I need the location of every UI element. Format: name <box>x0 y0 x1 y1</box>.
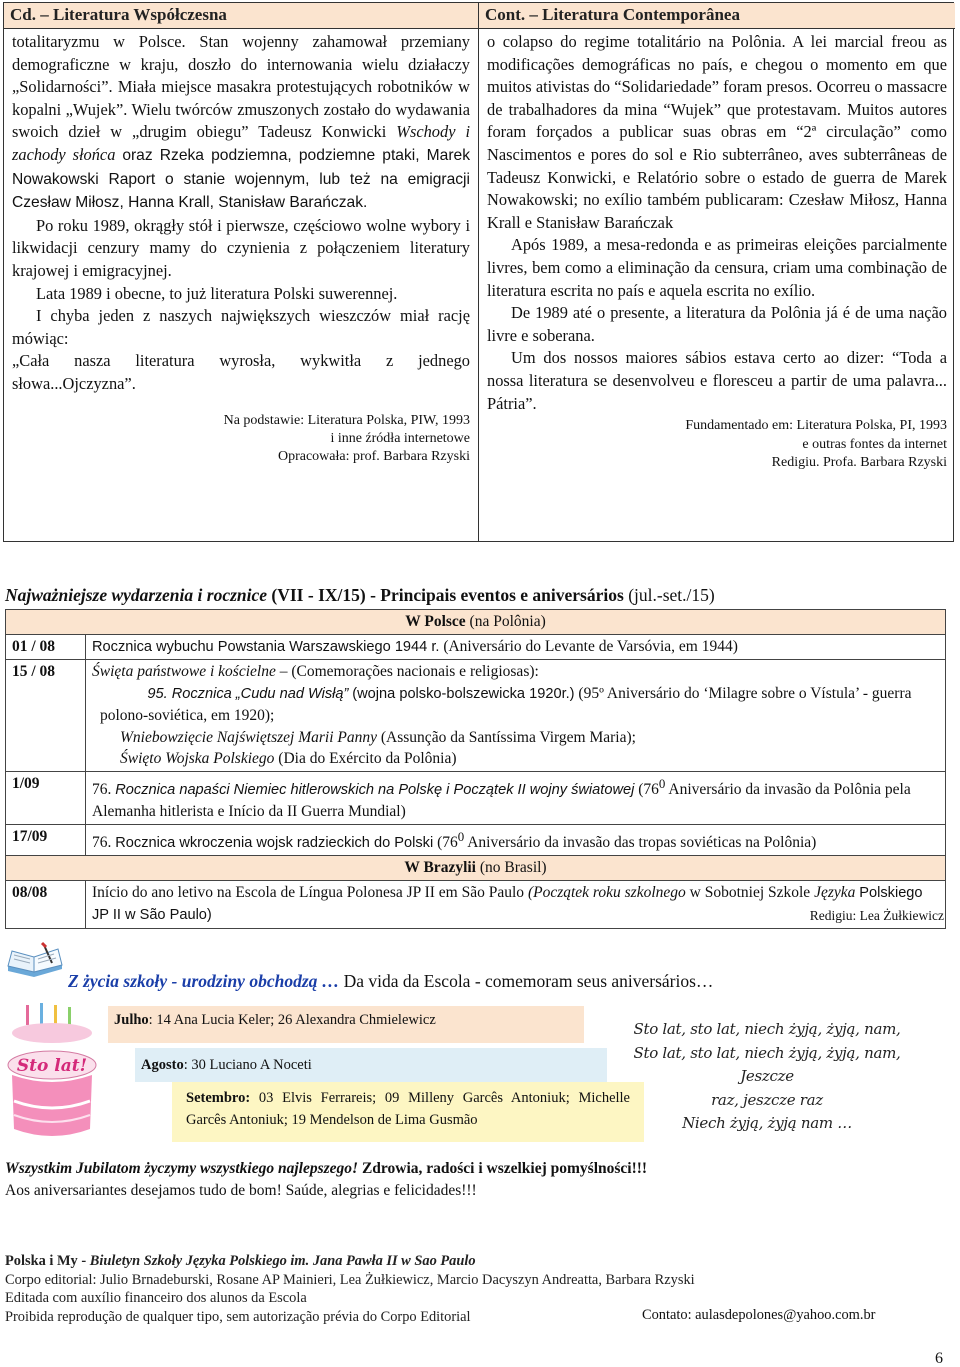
table-row <box>6 634 946 660</box>
birthdays-heading <box>68 971 713 992</box>
section-poland-pt: (na Polônia) <box>469 613 546 630</box>
birthday-box-september <box>172 1082 644 1142</box>
section-brazil-pt: (no Brasil) <box>479 859 547 877</box>
september-names: 03 Elvis Ferrareis; 09 Milleny Garcês Antoniuk; Michelle Garcês Antoniuk; 19 Mendelson de Lima Gusmão <box>186 1090 630 1128</box>
event-text-pl: Rocznica wybuchu Powstania Warszawskiego 1944 r. <box>92 638 440 655</box>
event-sup: 0 <box>658 775 666 791</box>
august-label: Agosto <box>141 1057 184 1073</box>
event-text-pl4: Polskiego JP II w São Paulo) <box>92 884 923 924</box>
event-text-pl3: Języka <box>814 883 856 901</box>
event-num: 76. <box>92 780 112 798</box>
polish-source <box>12 412 470 466</box>
portuguese-source-line-3: Redigiu. Profa. Barbara Rzyski <box>771 455 947 471</box>
song-line: Niech żyją, żyją nam … <box>682 1114 852 1132</box>
polish-source-line-1: Na podstawie: Literatura Polska, PIW, 1993 <box>223 412 470 428</box>
sto-lat-text: Sto lat! <box>16 1056 88 1076</box>
event-date: 15 / 08 <box>6 660 86 772</box>
events-heading <box>5 585 955 606</box>
open-book-icon <box>4 941 66 981</box>
page-number: 6 <box>935 1350 943 1367</box>
birthday-box-july <box>108 1006 584 1043</box>
july-label: Julho <box>114 1012 149 1028</box>
song-line: Sto lat, sto lat, niech żyją, żyją, nam, <box>633 1020 901 1038</box>
event-text-pl: Rocznica wkroczenia wojsk radzieckich do Polski <box>115 834 434 851</box>
event-line-1-mid: (wojna polsko-bolszewicka 1920r.) <box>352 685 575 702</box>
wishes-pl2: Zdrowia, radości i wszelkiej pomyślności!!! <box>361 1160 648 1177</box>
event-num: 76. <box>92 833 112 851</box>
wishes-pl: Wszystkim Jubilatom życzymy wszystkiego najlepszego! <box>5 1160 359 1177</box>
birthday-cake-icon <box>4 1003 100 1149</box>
portuguese-column-header: Cont. – Literatura Contemporânea <box>479 3 955 29</box>
section-row-poland <box>6 610 946 635</box>
footer-bulletin-title: Biuletyn Szkoły Języka Polskiego im. Jana Pawła II w Sao Paulo <box>89 1253 476 1269</box>
footer-funding: Editada com auxílio financeiro dos alunos da Escola <box>5 1290 307 1306</box>
section-brazil-label: W Brazylii <box>404 859 476 877</box>
literature-table <box>3 2 954 542</box>
events-heading-range: (VII - IX/15) - <box>271 585 376 605</box>
birthday-box-august <box>135 1048 607 1082</box>
event-text-pt2: Aniversário da invasão das tropas soviéticas na Polônia) <box>467 833 817 851</box>
july-names: : 14 Ana Lucia Keler; 26 Alexandra Chmielewicz <box>148 1012 436 1028</box>
event-date: 17/09 <box>6 824 86 856</box>
polish-source-line-2: i inne źródła internetowe <box>330 430 470 446</box>
events-table <box>5 609 946 929</box>
polish-paragraph-3: Lata 1989 i obecne, to już literatura Polski suwerennej. <box>36 283 398 303</box>
event-text-pl: (Początek roku szkolnego <box>527 883 686 901</box>
footer-copyright: Proibida reprodução de qualquer tipo, sem autorização prévia do Corpo Editorial <box>5 1308 471 1325</box>
event-line-2-pt: (Assunção da Santíssima Virgem Maria); <box>380 728 636 746</box>
portuguese-paragraph-3: De 1989 até o presente, a literatura da Polônia já é de uma nação livre e soberana. <box>487 303 947 345</box>
event-date: 01 / 08 <box>6 634 86 660</box>
portuguese-column <box>479 3 955 541</box>
footer-contact: Contato: aulasdepolones@yahoo.com.br <box>642 1307 876 1323</box>
table-row <box>6 660 946 772</box>
polish-paragraph-1: totalitaryzmu w Polsce. Stan wojenny zahamował przemiany demograficzne w kraju, doszło do internowania wielu działaczy „Solidarności”. Miała miejsce masakra protestujących robotników w kopalni „Wujek”. Wielu twórców zmuszonych zostało do wydawania swoich dzieł w „drugim obiegu” Tadeusz Konwicki <box>12 32 470 142</box>
table-row <box>6 771 946 824</box>
event-sup: 0 <box>457 828 465 844</box>
song-line: raz, jeszcze raz <box>711 1090 823 1109</box>
polish-title-italic: Wschody i zachody słońca <box>12 122 470 164</box>
footer-editorial-board: Corpo editorial: Julio Brnadeburski, Rosane AP Mainieri, Lea Żułkiewicz, Marcio Dacyszyn Andreatta, Barbara Rzyski <box>5 1271 695 1288</box>
polish-quote: „Cała nasza literatura wyrosła, wykwitła z jednego słowa...Ojczyzna”. <box>12 351 470 393</box>
event-head-pl: Święta państwowe i kościelne <box>92 663 276 680</box>
table-row <box>6 824 946 856</box>
events-heading-pl: Najważniejsze wydarzenia i rocznice <box>5 585 268 605</box>
portuguese-source-line-1: Fundamentado em: Literatura Polska, PI, 1993 <box>685 418 947 434</box>
sto-lat-song <box>622 1018 912 1136</box>
polish-source-line-3: Opracowała: prof. Barbara Rzyski <box>277 448 470 464</box>
footer-publication: Polska i My - <box>5 1253 87 1269</box>
event-text-pl2: w Sobotniej Szkole <box>689 883 811 901</box>
wishes-pt: Aos aniversariantes desejamos tudo de bom! Saúde, alegrias e felicidades!!! <box>5 1181 477 1199</box>
event-line-1-pl: 95. Rocznica „Cudu nad Wisłą” <box>147 685 349 702</box>
event-text-pt: Início do ano letivo na Escola de Língua Polonesa JP II em São Paulo <box>92 883 525 901</box>
polish-column-header: Cd. – Literatura Współczesna <box>4 3 478 29</box>
event-text-pt: (76 <box>437 833 458 851</box>
event-text-pt: (76 <box>638 780 659 798</box>
event-line-1-pt: (95º Aniversário do ‘Milagre sobre o Vístula’ - guerra polono-soviética, em 1920); <box>100 684 912 724</box>
event-line-1 <box>100 685 912 725</box>
events-heading-pt2: (jul.-set./15) <box>628 585 715 605</box>
portuguese-paragraph-1: o colapso do regime totalitário na Polônia. A lei marcial freou as modificações demográficas no país, e chegou o momento em que muitos ativistas do “Solidariedade” foram presos. Ocorreu o massacre de trabalhadores da mina “Wujek” que protestavam. Muitos autores foram forçados a publicar suas obras em “2ª circulação” como Nascimentos e pores do sol e Rio subterrâneo, aves subterrâneas de Tadeusz Konwicki, e Relatório sobre o estado de guerra de Marek Nowakowski; no exílio também publicaram: Czesław Miłosz, Hanna Krall e Stanisław Barańczak <box>487 32 947 232</box>
birthday-wishes <box>5 1158 647 1201</box>
song-line: Sto lat, sto lat, niech żyją, żyją, nam, Jeszcze <box>633 1043 901 1085</box>
september-label: Setembro: <box>186 1090 251 1106</box>
polish-paragraph-1b: oraz Rzeka podziemna, podziemne ptaki, Marek Nowakowski Raport o stanie wojennym, lub też na emigracji Czesław Miłosz, Hanna Krall, Stanisław Barańczak. <box>12 146 470 212</box>
event-text-pl: Rocznica napaści Niemiec hitlerowskich na Polskę i Początek II wojny światowej <box>115 781 635 798</box>
event-line-3-pl: Święto Wojska Polskiego <box>120 750 275 767</box>
polish-column-body <box>4 29 478 466</box>
event-date: 08/08 <box>6 880 86 928</box>
event-head-pt: – (Comemorações nacionais e religiosas): <box>279 663 539 680</box>
birthdays-heading-pl: Z życia szkoły - urodziny obchodzą … <box>68 971 340 991</box>
august-names: : 30 Luciano A Noceti <box>183 1057 312 1073</box>
event-date: 1/09 <box>6 771 86 824</box>
portuguese-source <box>487 417 947 473</box>
event-line-2-pl: Wniebowzięcie Najświętszej Marii Panny <box>120 728 378 746</box>
portuguese-paragraph-4: Um dos nossos maiores sábios estava certo ao dizer: “Toda a nossa literatura se desenvolveu e floresceu a partir de uma palavra... Pátria”. <box>487 348 947 413</box>
birthdays-heading-pt: Da vida da Escola - comemoram seus aniversários… <box>343 971 714 991</box>
events-editor-credit: Redigiu: Lea Żułkiewicz <box>809 908 944 923</box>
polish-paragraph-4: I chyba jeden z naszych największych wieszczów miał rację mówiąc: <box>12 306 470 348</box>
portuguese-column-body <box>479 29 955 473</box>
portuguese-paragraph-2: Após 1989, a mesa-redonda e as primeiras eleições parcialmente livres, bem como a eliminação da censura, criam uma combinação de literatura escrita no país e aquela escrita no exílio. <box>487 235 947 300</box>
event-text-pt2: Aniversário da invasão da Polônia pela Alemanha hitlerista e Início da II Guerra Mundial) <box>92 780 911 821</box>
section-poland-label: W Polsce <box>405 613 466 630</box>
polish-paragraph-2: Po roku 1989, okrągły stół i pierwsze, częściowo wolne wybory i likwidacji cenzury mamy do czynienia z połączeniem literatury krajowej i emigracyjnej. <box>12 215 470 280</box>
events-heading-pt: Principais eventos e aniversários <box>380 585 624 605</box>
portuguese-source-line-2: e outras fontes da internet <box>802 436 947 452</box>
polish-column <box>4 3 479 541</box>
event-text-pt: (Aniversário do Levante de Varsóvia, em 1944) <box>443 637 738 655</box>
event-line-3-pt: (Dia do Exército da Polônia) <box>278 750 457 767</box>
table-row <box>6 880 946 928</box>
section-row-brazil <box>6 856 946 881</box>
